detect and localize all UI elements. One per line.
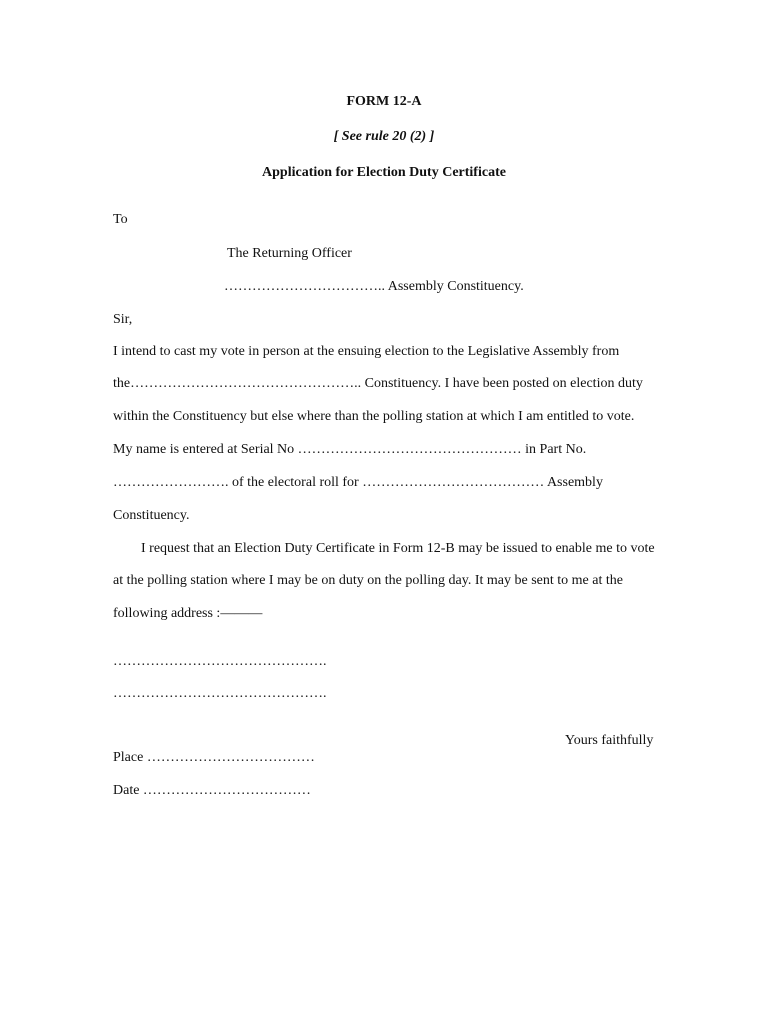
paragraph2-line: following address :———: [113, 606, 263, 621]
form-title: FORM 12-A: [346, 94, 422, 109]
closing: Yours faithfully: [565, 733, 654, 748]
paragraph1-line: the………………………………………….. Constituency. I have been posted on election duty: [113, 376, 643, 391]
addressee-officer: The Returning Officer: [227, 246, 352, 261]
addressee-constituency: …………………………….. Assembly Constituency.: [224, 279, 524, 294]
salutation: Sir,: [113, 312, 133, 327]
address-line: ……………………………………….: [113, 654, 327, 669]
paragraph1-line: within the Constituency but else where than the polling station at which I am entitled to vote.: [113, 409, 635, 424]
paragraph1-line: I intend to cast my vote in person at the ensuing election to the Legislative Assembly from: [113, 344, 620, 359]
paragraph2-line: I request that an Election Duty Certificate in Form 12-B may be issued to enable me to vote: [141, 541, 655, 556]
paragraph2-line: at the polling station where I may be on duty on the polling day. It may be sent to me at the: [113, 573, 623, 588]
rule-reference: [ See rule 20 (2) ]: [333, 129, 435, 144]
address-line: ……………………………………….: [113, 686, 327, 701]
paragraph1-line: ……………………. of the electoral roll for ………………………………… Assembly: [113, 475, 603, 490]
date-field: Date ………………………………: [113, 783, 311, 798]
form-subtitle: Application for Election Duty Certificate: [262, 165, 506, 180]
addressee-to: To: [113, 212, 128, 227]
place-field: Place ………………………………: [113, 750, 315, 765]
paragraph1-line: My name is entered at Serial No ………………………………………… in Part No.: [113, 442, 587, 457]
paragraph1-line: Constituency.: [113, 508, 190, 523]
